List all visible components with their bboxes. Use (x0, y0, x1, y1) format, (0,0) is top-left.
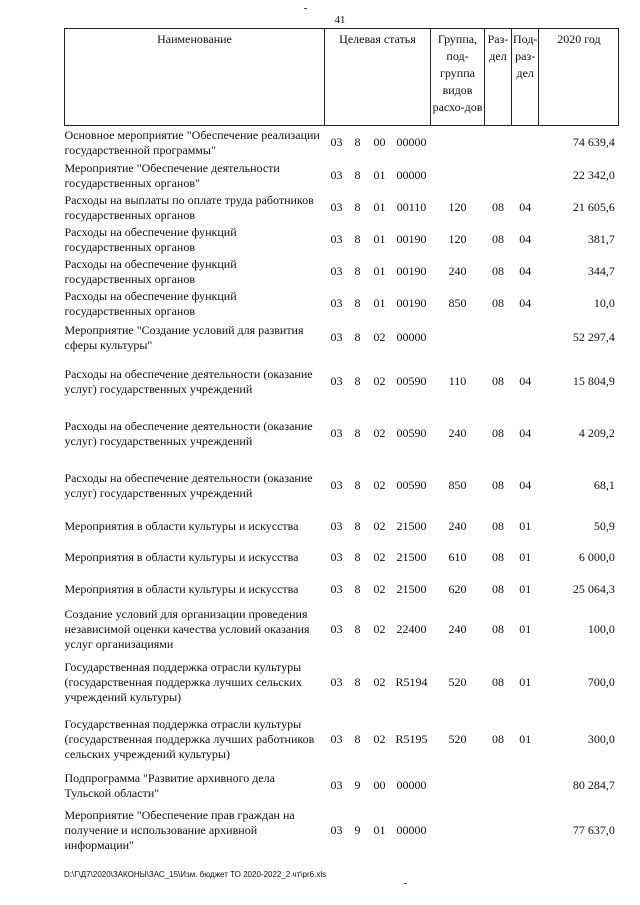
row-section: 08 (492, 732, 504, 746)
row-amount: 21 605,6 (572, 200, 615, 214)
target-part-1: 03 (330, 823, 343, 837)
row-group: 610 (448, 550, 467, 564)
row-group: 120 (448, 232, 467, 246)
header-section: Раз-дел (485, 29, 512, 126)
row-subsection: 04 (519, 232, 532, 246)
row-subsection: 01 (519, 732, 532, 746)
target-part-4: 00190 (396, 264, 427, 278)
target-part-2: 8 (354, 232, 361, 246)
row-section (485, 160, 512, 192)
target-part-4: 21500 (396, 550, 427, 564)
row-name: Расходы на обеспечение деятельности (оказание услуг) государственных учреждений (64, 366, 313, 396)
row-section: 08 (492, 200, 504, 214)
row-group: 240 (448, 622, 467, 636)
table-row (65, 356, 619, 408)
row-subsection (512, 160, 539, 192)
header-target: Целевая статья (325, 29, 431, 126)
row-amount: 22 342,0 (572, 168, 615, 182)
row-group (431, 804, 485, 858)
target-part-2: 8 (354, 478, 361, 492)
row-amount: 80 284,7 (572, 778, 615, 792)
target-part-2: 8 (354, 732, 361, 746)
header-group: Группа, под-группа видов расхо-дов (431, 29, 485, 126)
row-group (431, 768, 485, 804)
row-name: Государственная поддержка отрасли культуры (государственная поддержка лучших работников сельских учреждений культуры) (64, 717, 315, 761)
row-name: Мероприятие "Обеспечение деятельности государственных органов" (64, 160, 280, 190)
row-amount: 68,1 (593, 478, 615, 492)
row-name: Мероприятия в области культуры и искусства (64, 550, 299, 564)
row-amount: 15 804,9 (572, 374, 615, 388)
target-part-4: 00190 (396, 232, 427, 246)
target-part-2: 8 (354, 200, 361, 214)
target-part-1: 03 (330, 168, 343, 182)
target-part-4: R5195 (395, 732, 428, 746)
row-group: 520 (448, 732, 467, 746)
row-group: 620 (448, 582, 467, 596)
target-part-1: 03 (330, 622, 343, 636)
target-part-2: 8 (354, 622, 361, 636)
row-amount: 100,0 (587, 622, 615, 636)
table-row (65, 320, 619, 356)
row-group: 240 (448, 264, 467, 278)
row-name: Создание условий для организации проведения независимой оценки качества условий оказания услуг организациями (64, 607, 310, 651)
header-year: 2020 год (539, 29, 619, 126)
row-subsection: 04 (519, 296, 532, 310)
row-subsection: 01 (519, 622, 532, 636)
row-name: Расходы на обеспечение деятельности (оказание услуг) государственных учреждений (64, 418, 313, 448)
row-subsection: 01 (519, 675, 532, 689)
row-subsection: 04 (519, 426, 532, 440)
row-name: Расходы на выплаты по оплате труда работников государственных органов (64, 192, 314, 222)
row-group (431, 320, 485, 356)
table-row (65, 574, 619, 606)
target-part-4: 00110 (396, 200, 427, 214)
row-section (485, 804, 512, 858)
table-body (65, 126, 619, 858)
row-name: Государственная поддержка отрасли культуры (государственная поддержка лучших сельских учреждений культуры) (64, 660, 302, 704)
target-part-4: 21500 (396, 519, 427, 533)
target-part-1: 03 (330, 264, 343, 278)
table-row (65, 512, 619, 542)
target-part-3: 02 (373, 550, 386, 564)
row-amount: 25 064,3 (572, 582, 615, 596)
row-section: 08 (492, 550, 504, 564)
row-group: 240 (448, 426, 467, 440)
target-part-4: R5194 (395, 675, 428, 689)
row-section (485, 126, 512, 160)
row-name: Мероприятия в области культуры и искусства (64, 519, 299, 533)
row-subsection: 01 (519, 550, 532, 564)
target-part-3: 01 (373, 168, 386, 182)
row-section (485, 320, 512, 356)
row-section: 08 (492, 426, 504, 440)
target-part-4: 00590 (396, 426, 427, 440)
target-part-2: 8 (354, 582, 361, 596)
target-part-1: 03 (330, 519, 343, 533)
row-amount: 344,7 (587, 264, 615, 278)
target-part-4: 21500 (396, 582, 427, 596)
target-part-3: 01 (373, 200, 386, 214)
row-amount: 50,9 (593, 519, 615, 533)
scan-mark (404, 883, 407, 884)
target-part-2: 9 (354, 823, 361, 837)
row-amount: 77 637,0 (572, 823, 615, 837)
target-part-4: 22400 (396, 622, 427, 636)
target-part-3: 02 (373, 374, 386, 388)
target-part-4: 00590 (396, 374, 427, 388)
target-part-2: 8 (354, 426, 361, 440)
row-subsection: 04 (519, 200, 532, 214)
target-part-1: 03 (330, 200, 343, 214)
row-name: Мероприятия в области культуры и искусства (64, 582, 299, 596)
target-part-1: 03 (330, 778, 343, 792)
target-part-1: 03 (330, 135, 343, 150)
target-part-2: 8 (354, 374, 361, 388)
target-part-2: 8 (354, 135, 361, 150)
target-part-1: 03 (330, 732, 343, 746)
row-subsection: 01 (519, 519, 532, 533)
row-group: 240 (448, 519, 467, 533)
target-part-4: 00000 (396, 823, 427, 837)
row-amount: 381,7 (587, 232, 615, 246)
row-section: 08 (492, 622, 504, 636)
target-part-3: 01 (373, 296, 386, 310)
table-row (65, 804, 619, 858)
row-name: Расходы на обеспечение деятельности (оказание услуг) государственных учреждений (64, 470, 313, 500)
row-group: 110 (448, 374, 467, 388)
table-row (65, 160, 619, 192)
target-part-2: 8 (354, 168, 361, 182)
row-section: 08 (492, 374, 504, 388)
row-section: 08 (492, 675, 504, 689)
scan-mark (304, 8, 307, 9)
table-row (65, 256, 619, 288)
row-group: 850 (448, 296, 467, 310)
target-part-1: 03 (330, 426, 343, 440)
table-row (65, 126, 619, 160)
row-section: 08 (492, 519, 504, 533)
budget-table (64, 28, 619, 858)
row-amount: 700,0 (587, 675, 615, 689)
table-row (65, 408, 619, 460)
table-row (65, 192, 619, 224)
target-part-2: 8 (354, 550, 361, 564)
table-row (65, 542, 619, 574)
table-row (65, 288, 619, 320)
row-group: 120 (448, 200, 467, 214)
target-part-2: 8 (354, 330, 361, 344)
row-group (431, 160, 485, 192)
target-part-1: 03 (330, 232, 343, 246)
target-part-2: 9 (354, 778, 361, 792)
target-part-2: 8 (354, 675, 361, 689)
row-amount: 6 000,0 (578, 550, 615, 564)
target-part-4: 00190 (396, 296, 427, 310)
row-amount: 74 639,4 (572, 135, 615, 150)
target-part-2: 8 (354, 264, 361, 278)
row-group (431, 126, 485, 160)
row-name: Мероприятие "Обеспечение прав граждан на получение и использование архивной информации" (64, 808, 295, 852)
row-subsection (512, 320, 539, 356)
target-part-1: 03 (330, 374, 343, 388)
target-part-4: 00000 (396, 330, 427, 344)
page-number: 41 (334, 14, 346, 26)
target-part-3: 01 (373, 232, 386, 246)
row-section: 08 (492, 478, 504, 492)
row-subsection (512, 768, 539, 804)
table-row (65, 654, 619, 712)
table-row (65, 224, 619, 256)
row-name: Мероприятие "Создание условий для развития сферы культуры" (64, 322, 304, 352)
table-row (65, 606, 619, 654)
row-name: Подпрограмма "Развитие архивного дела Тульской области" (64, 770, 275, 800)
target-part-4: 00590 (396, 478, 427, 492)
file-path-footer: D:\Г\Д7\2020\ЗАКОНЫ\ЗАС_15\Изм. бюджет ТО 2020-2022_2 чт\pr6.xls (64, 870, 327, 879)
row-group: 850 (448, 478, 467, 492)
target-part-3: 01 (373, 823, 386, 837)
table-row (65, 768, 619, 804)
row-subsection (512, 804, 539, 858)
target-part-2: 8 (354, 519, 361, 533)
target-part-4: 00000 (396, 135, 427, 150)
target-part-3: 02 (373, 330, 386, 344)
target-part-3: 02 (373, 622, 386, 636)
row-amount: 4 209,2 (578, 426, 615, 440)
row-section: 08 (492, 296, 504, 310)
row-section (485, 768, 512, 804)
row-section: 08 (492, 232, 504, 246)
target-part-1: 03 (330, 478, 343, 492)
target-part-2: 8 (354, 296, 361, 310)
row-subsection: 04 (519, 478, 532, 492)
target-part-1: 03 (330, 296, 343, 310)
target-part-3: 02 (373, 426, 386, 440)
row-section: 08 (492, 582, 504, 596)
row-section: 08 (492, 264, 504, 278)
target-part-1: 03 (330, 330, 343, 344)
target-part-3: 02 (373, 519, 386, 533)
row-subsection: 01 (519, 582, 532, 596)
target-part-1: 03 (330, 675, 343, 689)
target-part-3: 00 (373, 135, 386, 150)
table-row (65, 460, 619, 512)
header-subsection: Под-раз-дел (512, 29, 539, 126)
row-amount: 10,0 (593, 296, 615, 310)
row-name: Основное мероприятие "Обеспечение реализации государственной программы" (64, 127, 320, 157)
target-part-3: 02 (373, 675, 386, 689)
target-part-3: 01 (373, 264, 386, 278)
target-part-1: 03 (330, 582, 343, 596)
row-name: Расходы на обеспечение функций государственных органов (64, 224, 237, 254)
row-amount: 300,0 (587, 732, 615, 746)
target-part-3: 02 (373, 732, 386, 746)
row-amount: 52 297,4 (572, 330, 615, 344)
header-name: Наименование (65, 29, 325, 126)
target-part-1: 03 (330, 550, 343, 564)
table-row (65, 712, 619, 768)
row-name: Расходы на обеспечение функций государственных органов (64, 288, 237, 318)
target-part-4: 00000 (396, 778, 427, 792)
row-subsection: 04 (519, 374, 532, 388)
row-name: Расходы на обеспечение функций государственных органов (64, 256, 237, 286)
target-part-3: 02 (373, 478, 386, 492)
row-subsection (512, 126, 539, 160)
row-subsection: 04 (519, 264, 532, 278)
target-part-4: 00000 (396, 168, 427, 182)
target-part-3: 02 (373, 582, 386, 596)
target-part-3: 00 (373, 778, 386, 792)
row-group: 520 (448, 675, 467, 689)
